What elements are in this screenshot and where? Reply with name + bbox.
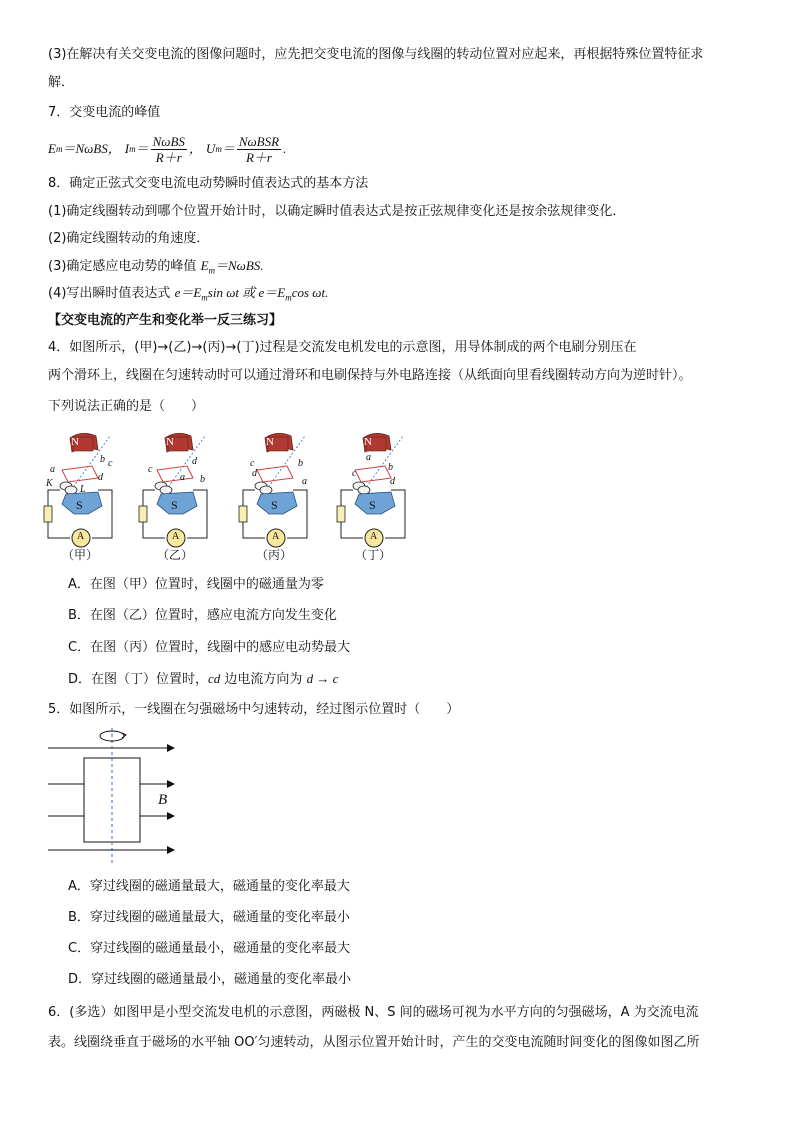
meter-label-4: A <box>370 531 378 542</box>
q4-option-b: B．在图（乙）位置时，感应电流方向发生变化 <box>68 608 337 623</box>
label-c-1: c <box>108 458 113 469</box>
q4-option-c: C．在图（丙）位置时，线圈中的感应电动势最大 <box>68 640 351 655</box>
caption-ding: （丁） <box>354 548 391 562</box>
label-d-4: d <box>390 476 395 487</box>
coil-field-figure <box>44 726 184 868</box>
formula-dot: . <box>283 141 287 156</box>
em-symbol: E <box>48 141 56 156</box>
em-sub: m <box>55 144 63 154</box>
generator-figures <box>40 428 420 566</box>
label-l-1: L <box>80 484 86 495</box>
im-denominator: R＋r <box>155 149 182 165</box>
label-k-1: K <box>46 478 53 489</box>
pole-s-2: S <box>171 498 178 512</box>
step-3-e: E <box>200 258 209 273</box>
pole-n-4: N <box>364 436 372 448</box>
question-4-line2: 两个滑环上，线圈在匀速转动时可以通过滑环和电刷保持与外电路连接（从纸面向里看线圈转动方向为逆时针）。 <box>48 368 692 383</box>
formula-comma: ， <box>188 141 202 156</box>
im-fraction <box>151 134 187 165</box>
step-3-sub: m <box>208 265 216 276</box>
paragraph-3: (3)在解决有关交变电流的图像问题时，应先把交变电流的图像与线圈的转动位置对应起来，再根据特殊位置特征求 <box>48 47 704 62</box>
label-a-4: a <box>366 452 371 463</box>
step-1: (1)确定线圈转动到哪个位置开始计时，以确定瞬时值表达式是按正弦规律变化还是按余弦规律变化． <box>48 204 626 219</box>
label-c-2: c <box>148 464 153 475</box>
um-sub: m <box>215 144 222 154</box>
step-4-sub1: m <box>201 292 208 303</box>
caption-yi: （乙） <box>156 548 193 562</box>
pole-n-1: N <box>71 436 79 448</box>
pole-s-1: S <box>76 498 83 512</box>
field-label-b: B <box>158 792 168 808</box>
label-b-1: b <box>100 454 105 465</box>
im-eq: ＝ <box>135 141 149 156</box>
um-fraction <box>237 134 281 165</box>
step-4-end: cos ωt. <box>291 285 329 300</box>
pole-n-2: N <box>166 436 174 448</box>
label-a-2: a <box>180 472 185 483</box>
step-3-text: (3)确定感应电动势的峰值 <box>48 259 201 274</box>
q4-option-d <box>68 670 338 689</box>
um-numerator: NωBSR <box>238 133 280 149</box>
step-4 <box>48 284 328 307</box>
im-symbol: I <box>124 141 130 156</box>
label-a-3: a <box>302 476 307 487</box>
step-4-e1: e＝E <box>174 285 202 300</box>
step-4-mid: sin ωt 或 e＝E <box>207 285 286 300</box>
caption-jia: （甲） <box>61 548 98 562</box>
label-c-4: c <box>352 468 357 479</box>
peak-formula <box>48 132 286 166</box>
q4-option-d-cd: cd <box>208 671 221 686</box>
step-4-text: (4)写出瞬时值表达式 <box>48 286 175 301</box>
step-3-rhs: ＝NωBS. <box>215 258 264 273</box>
pole-n-3: N <box>266 436 274 448</box>
q5-option-c: C．穿过线圈的磁通量最小，磁通量的变化率最大 <box>68 941 351 956</box>
q5-option-d: D．穿过线圈的磁通量最小，磁通量的变化率最小 <box>68 972 352 987</box>
um-eq: ＝ <box>221 141 235 156</box>
um-symbol: U <box>205 141 216 156</box>
step-4-sub2: m <box>285 292 292 303</box>
q5-option-a: A．穿过线圈的磁通量最大，磁通量的变化率最大 <box>68 879 350 894</box>
pole-s-3: S <box>271 498 278 512</box>
im-sub: m <box>129 144 136 154</box>
label-b-4: b <box>388 462 393 473</box>
meter-label-1: A <box>77 531 85 542</box>
label-a-1: a <box>50 464 55 475</box>
im-numerator: NωBS <box>152 133 185 149</box>
step-3 <box>48 257 264 280</box>
paragraph-3-end: 解． <box>48 75 75 90</box>
meter-label-2: A <box>172 531 180 542</box>
heading-7: 7．交变电流的峰值 <box>48 105 161 120</box>
meter-label-3: A <box>272 531 280 542</box>
label-b-2: b <box>200 474 205 485</box>
label-d-3: d <box>252 468 257 479</box>
label-d-2: d <box>192 456 197 467</box>
q4-option-d-dir: d → c <box>306 671 339 686</box>
section-heading: 【交变电流的产生和变化举一反三练习】 <box>48 313 283 328</box>
q4-option-a: A．在图（甲）位置时，线圈中的磁通量为零 <box>68 577 324 592</box>
q5-option-b: B．穿过线圈的磁通量最大，磁通量的变化率最小 <box>68 910 350 925</box>
label-c-3: c <box>250 458 255 469</box>
q4-option-d-text: D．在图（丁）位置时， <box>68 672 209 687</box>
um-denominator: R＋r <box>245 149 272 165</box>
caption-bing: （丙） <box>255 548 292 562</box>
question-5: 5．如图所示，一线圈在匀强磁场中匀速转动，经过图示位置时（ ） <box>48 702 460 717</box>
question-4-prompt: 下列说法正确的是（ ） <box>48 399 205 414</box>
label-d-1: d <box>98 472 103 483</box>
step-2: (2)确定线圈转动的角速度． <box>48 231 210 246</box>
em-rhs: ＝NωBS， <box>62 141 121 156</box>
q4-option-d-mid: 边电流方向为 <box>220 672 307 687</box>
heading-8: 8．确定正弦式交变电流电动势瞬时值表达式的基本方法 <box>48 176 369 191</box>
label-b-3: b <box>298 458 303 469</box>
question-6-line2: 表。线圈绕垂直于磁场的水平轴 OO′匀速转动，从图示位置开始计时，产生的交变电流随时间变化的图像如图乙所 <box>48 1035 700 1050</box>
pole-s-4: S <box>369 498 376 512</box>
question-4-line1: 4．如图所示，(甲)→(乙)→(丙)→(丁)过程是交流发电机发电的示意图，用导体制成的两个电刷分别压在 <box>48 340 637 355</box>
question-6-line1: 6．(多选）如图甲是小型交流发电机的示意图，两磁极 N、S 间的磁场可视为水平方向的匀强磁场，A 为交流电流 <box>48 1005 699 1020</box>
